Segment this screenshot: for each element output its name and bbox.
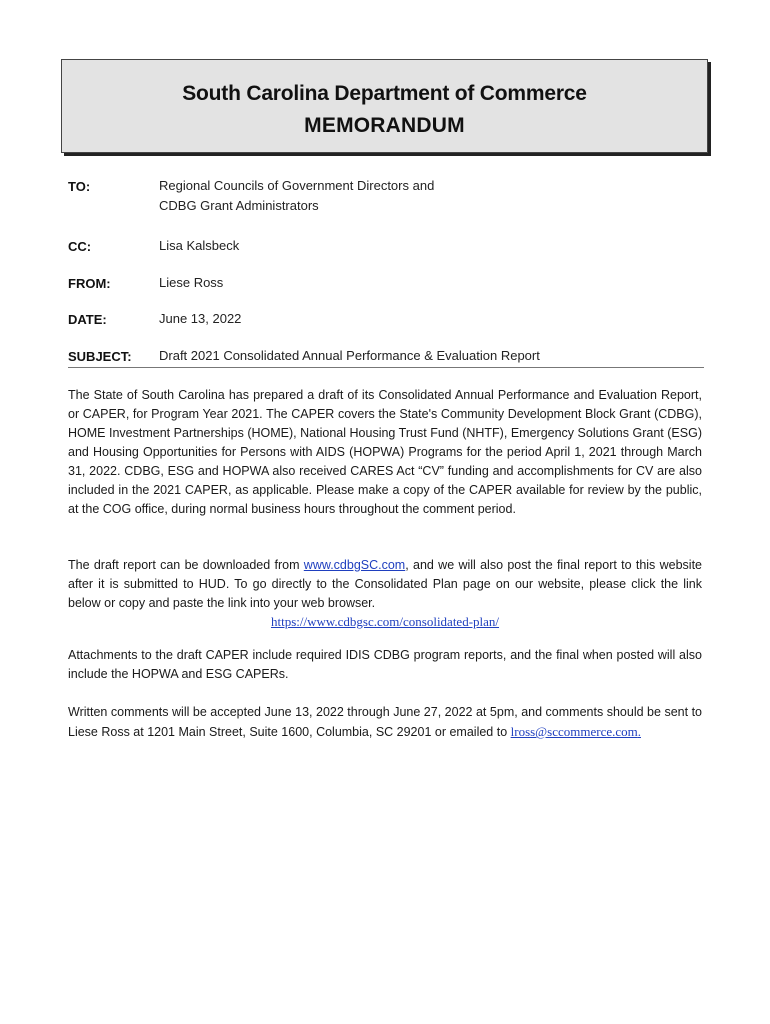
to-line-1: Regional Councils of Government Directors and: [159, 178, 435, 193]
email-link[interactable]: lross@sccommerce.com: [510, 724, 638, 739]
memorandum-heading: MEMORANDUM: [304, 114, 465, 137]
cdbgsc-website-link[interactable]: www.cdbgSC.com: [303, 558, 406, 572]
paragraph-download-text-end: , and we will also post the final report to this website after it is submitted to HUD. To go directly to the Consolidated Plan page on our website, please click the link below or copy and paste the link into your web browser.: [68, 558, 702, 610]
header-divider: [68, 367, 704, 368]
paragraph-comments-text: Written comments will be accepted June 13, 2022 through June 27, 2022 at 5pm, and comments should be sent to Liese Ross at 1201 Main Street, Suite 1600, Columbia, SC 29201 or emailed to: [68, 705, 702, 739]
cc-label: CC:: [68, 239, 92, 254]
subject-value: Draft 2021 Consolidated Annual Performance & Evaluation Report: [159, 348, 540, 363]
cc-value: Lisa Kalsbeck: [159, 238, 240, 253]
consolidated-plan-link-row: [68, 612, 702, 631]
paragraph-attachments: Attachments to the draft CAPER include required IDIS CDBG program reports, and the final when posted will also include the HOPWA and ESG CAPERs.: [68, 648, 702, 681]
from-label: FROM:: [68, 276, 111, 291]
date-label: DATE:: [68, 312, 107, 327]
paragraph-download-text-start: The draft report can be downloaded from: [68, 558, 304, 572]
paragraph-caper-overview: The State of South Carolina has prepared a draft of its Consolidated Annual Performance and Evaluation Report, or CAPER, for Program Year 2021. The CAPER covers the State's Community Development Block Grant (CDBG), HOME Investment Partnerships (HOME), National Housing Trust Fund (NHTF), Emergency Solutions Grant (ESG) and Housing Opportunities for Persons with AIDS (HOPWA) Programs for the period April 1, 2021 through March 31, 2022. CDBG, ESG and HOPWA also received CARES Act “CV” funding and accomplishments for CV are also included in the 2021 CAPER, as applicable. Please make a copy of the CAPER available for review by the public, at the COG office, during normal business hours throughout the comment period.: [68, 388, 702, 516]
to-value: [159, 176, 434, 216]
memo-title-box: [61, 59, 708, 153]
paragraph-download: [68, 556, 702, 613]
consolidated-plan-link[interactable]: https://www.cdbgsc.com/consolidated-plan/: [270, 614, 500, 629]
from-value: Liese Ross: [159, 275, 224, 290]
organization-title: South Carolina Department of Commerce: [182, 82, 587, 105]
to-label: TO:: [68, 179, 91, 194]
subject-label: SUBJECT:: [68, 349, 132, 364]
date-value: June 13, 2022: [159, 311, 242, 326]
email-trailing-period: .: [637, 724, 641, 739]
to-line-2: CDBG Grant Administrators: [159, 198, 319, 213]
paragraph-written-comments: [68, 703, 702, 742]
